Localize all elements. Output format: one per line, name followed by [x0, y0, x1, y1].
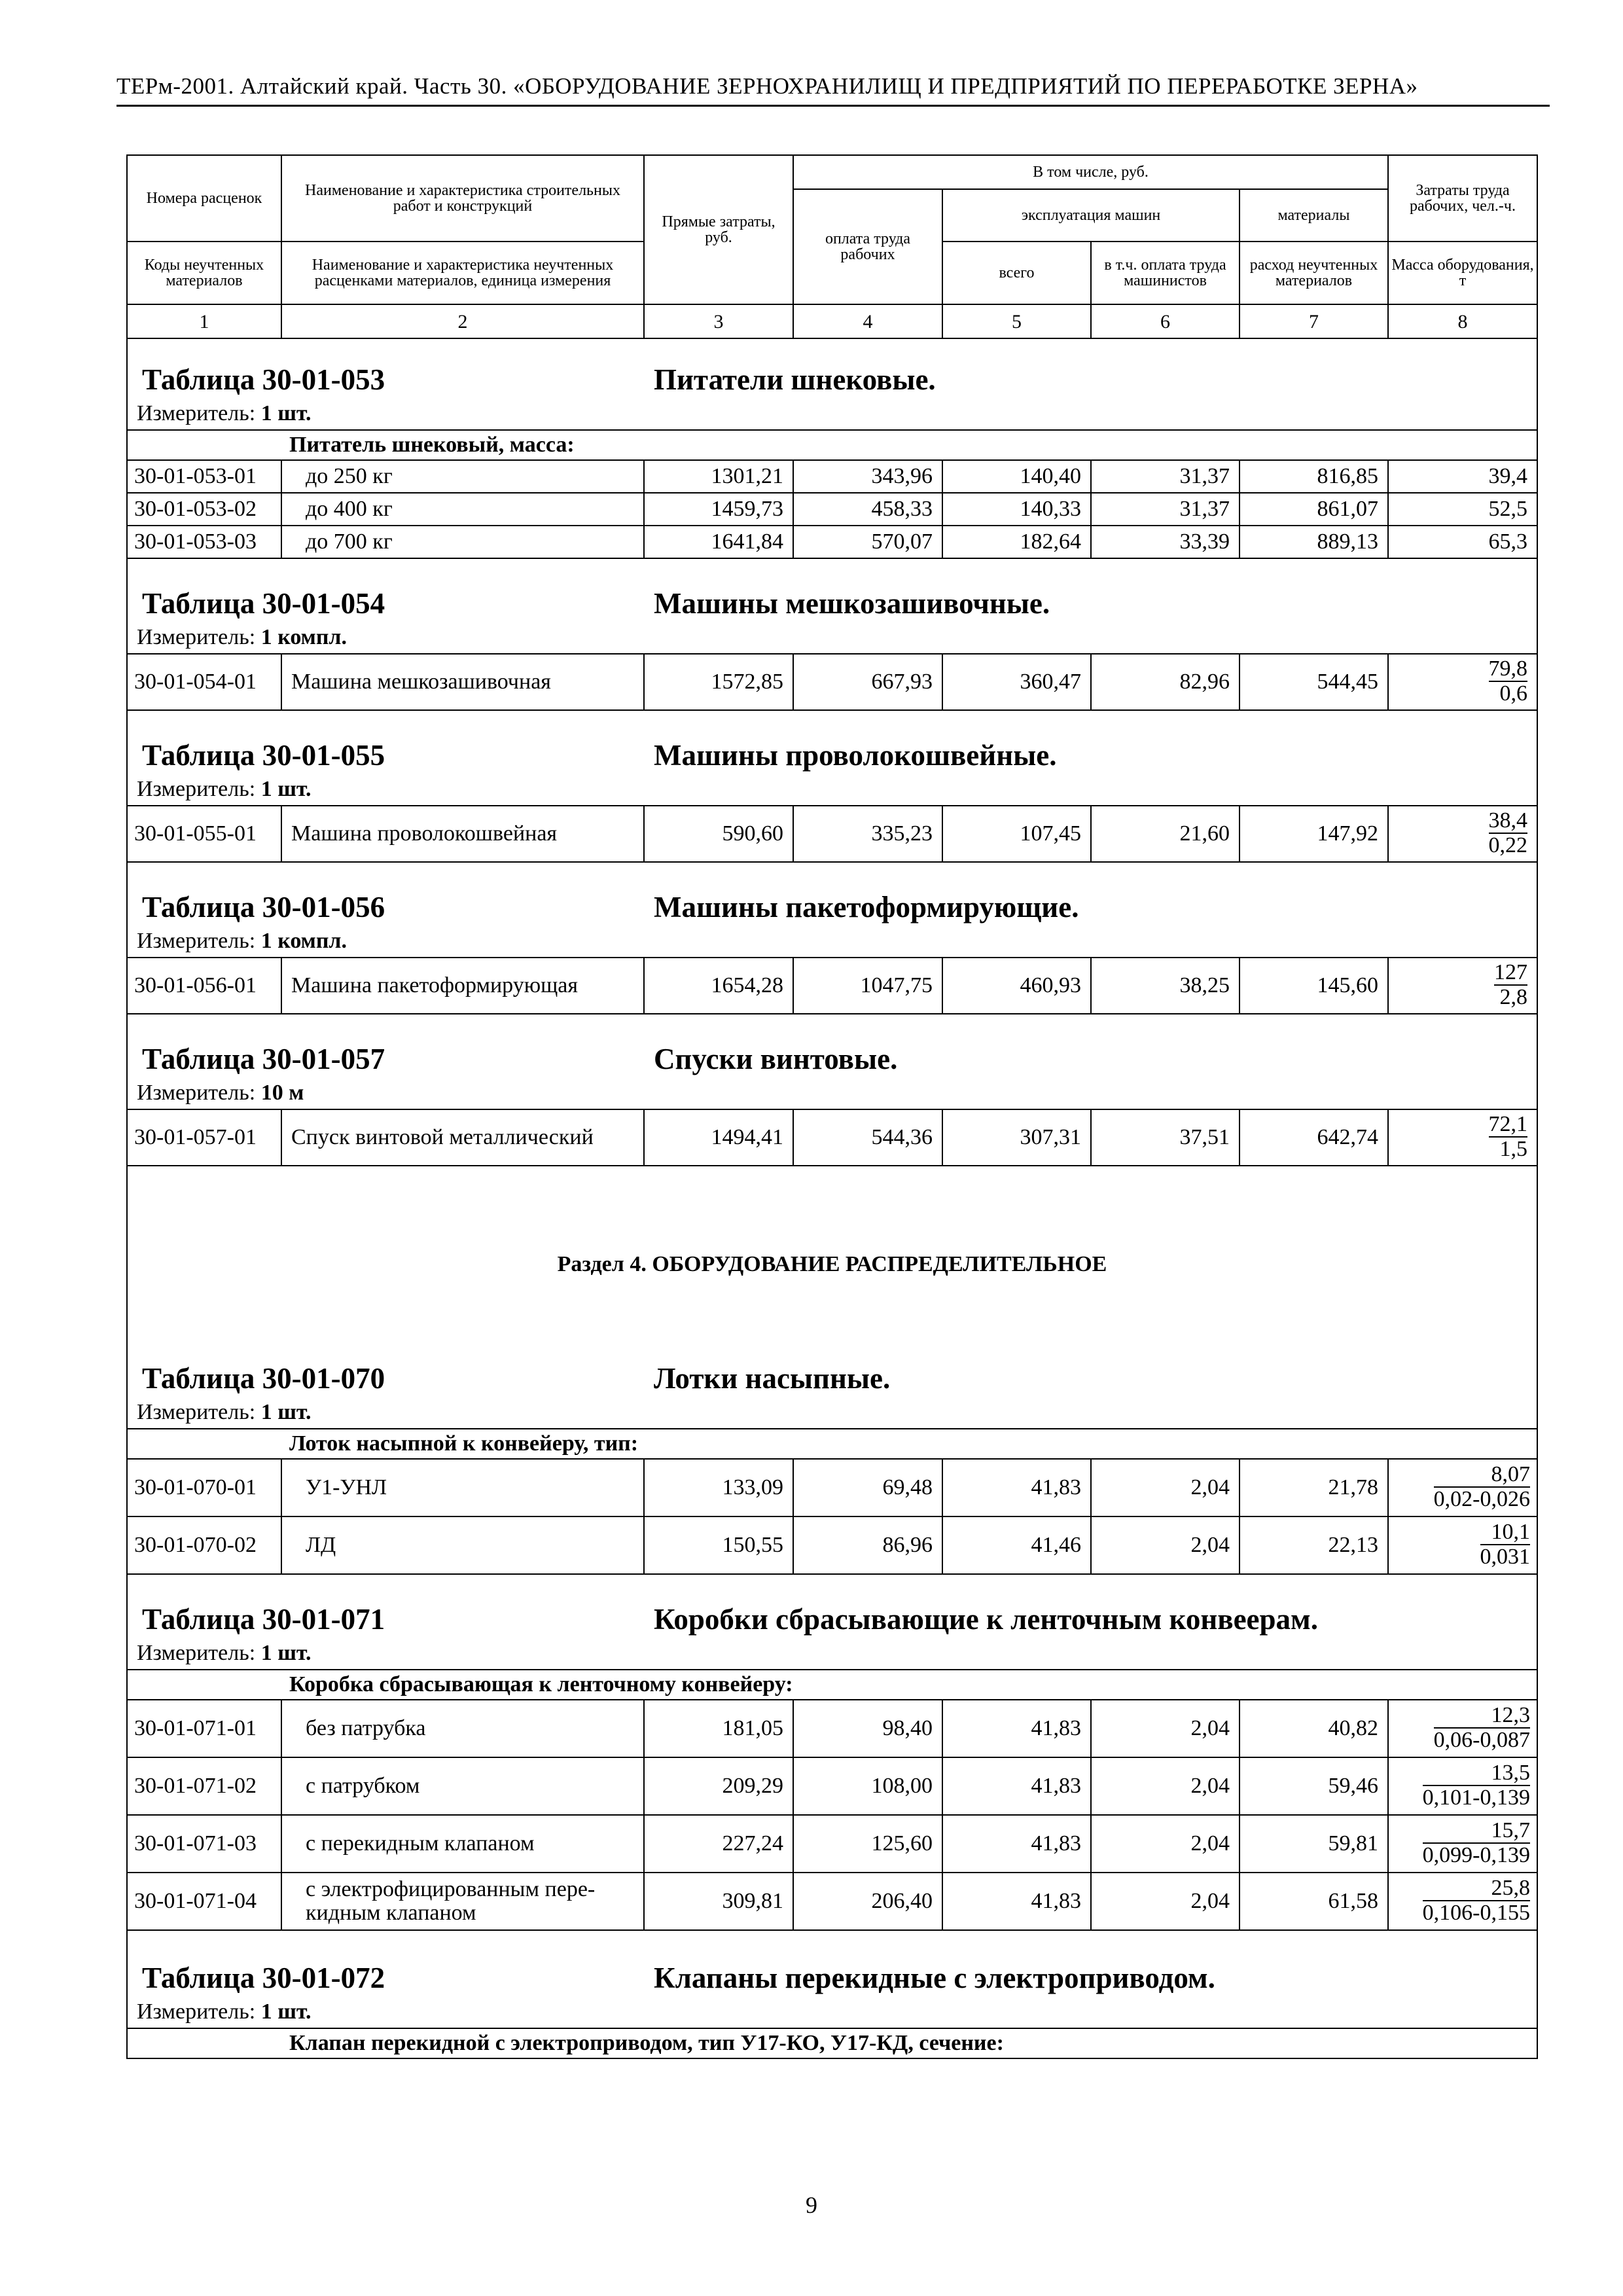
table-row [127, 1459, 1537, 1516]
rate-name: до 700 кг [281, 526, 644, 558]
materials-cost: 40,82 [1240, 1700, 1388, 1757]
machines-total: 41,83 [942, 1757, 1091, 1815]
machines-total: 460,93 [942, 958, 1091, 1014]
rate-name: Машина мешкозашивочная [281, 654, 644, 710]
labor-hours: 10,1 [1480, 1521, 1531, 1545]
meter-label: Измеритель: [137, 776, 256, 801]
col5-header: всего [942, 242, 1091, 304]
materials-cost: 147,92 [1240, 806, 1388, 862]
direct-cost: 1572,85 [644, 654, 793, 710]
machines-total: 41,83 [942, 1873, 1091, 1930]
rate-code: 30-01-071-02 [127, 1757, 281, 1815]
machines-total: 107,45 [942, 806, 1091, 862]
labor-cost: 86,96 [793, 1516, 942, 1574]
operators-cost: 2,04 [1091, 1873, 1240, 1930]
rate-code: 30-01-056-01 [127, 958, 281, 1014]
labor-cost: 458,33 [793, 493, 942, 526]
meter-053 [127, 397, 1537, 430]
equipment-mass: 0,099-0,139 [1422, 1843, 1530, 1868]
subheader-072: Клапан перекидной с электроприводом, тип У17-КО, У17-КД, сечение: [281, 2028, 1537, 2058]
col-number: 2 [281, 304, 644, 338]
labor-hours: 25,8 [1423, 1877, 1530, 1901]
rate-code: 30-01-053-01 [127, 460, 281, 493]
materials-cost: 22,13 [1240, 1516, 1388, 1574]
rate-code: 30-01-053-03 [127, 526, 281, 558]
operators-cost: 2,04 [1091, 1700, 1240, 1757]
table-title-054 [127, 558, 1537, 621]
table-row [127, 526, 1537, 558]
table-row [127, 493, 1537, 526]
equipment-mass: 0,6 [1499, 681, 1527, 706]
direct-cost: 1494,41 [644, 1109, 793, 1166]
operators-cost: 2,04 [1091, 1459, 1240, 1516]
labor-cost: 69,48 [793, 1459, 942, 1516]
col4-header: оплата труда рабочих [793, 189, 942, 304]
materials-cost: 544,45 [1240, 654, 1388, 710]
materials-header: материалы [1240, 189, 1388, 242]
direct-cost: 590,60 [644, 806, 793, 862]
meter-label: Измеритель: [137, 401, 256, 425]
operators-cost: 33,39 [1091, 526, 1240, 558]
labor-mass-fraction [1388, 958, 1537, 1014]
col8-bottom-header: Масса оборудования, т [1388, 242, 1537, 304]
rate-code: 30-01-055-01 [127, 806, 281, 862]
table-label: Таблица 30-01-054 [142, 586, 385, 620]
table-row [127, 1700, 1537, 1757]
col2-top-header: Наименование и характеристика строительных работ и конструкций [281, 155, 644, 242]
table-name: Питатели шнековые. [654, 363, 936, 396]
table-name: Машины проволокошвейные. [654, 738, 1057, 772]
meter-055 [127, 773, 1537, 806]
machines-total: 182,64 [942, 526, 1091, 558]
col7-header: расход неучтенных материалов [1240, 242, 1388, 304]
meter-056 [127, 925, 1537, 958]
rate-name: ЛД [281, 1516, 644, 1574]
labor-hours: 52,5 [1388, 493, 1537, 526]
table-row [127, 1873, 1537, 1930]
materials-cost: 61,58 [1240, 1873, 1388, 1930]
page-header: ТЕРм-2001. Алтайский край. Часть 30. «ОБОРУДОВАНИЕ ЗЕРНОХРАНИЛИЩ И ПРЕДПРИЯТИЙ ПО ПЕРЕРАБОТКЕ ЗЕРНА» [116, 73, 1418, 99]
equipment-mass: 0,031 [1480, 1545, 1530, 1570]
table-row [127, 1815, 1537, 1873]
section-heading: Раздел 4. ОБОРУДОВАНИЕ РАСПРЕДЕЛИТЕЛЬНОЕ [127, 1166, 1537, 1362]
meter-label: Измеритель: [137, 1399, 256, 1424]
col-number: 6 [1091, 304, 1240, 338]
materials-cost: 59,81 [1240, 1815, 1388, 1873]
labor-mass-fraction [1388, 1459, 1537, 1516]
equipment-mass: 0,22 [1488, 833, 1527, 858]
labor-cost: 108,00 [793, 1757, 942, 1815]
subheader-spacer [127, 1429, 281, 1459]
col-number: 1 [127, 304, 281, 338]
table-name: Лотки насыпные. [654, 1362, 891, 1395]
labor-cost: 125,60 [793, 1815, 942, 1873]
machines-total: 140,40 [942, 460, 1091, 493]
subheader-spacer [127, 1670, 281, 1700]
table-title-070 [127, 1362, 1537, 1396]
labor-hours: 8,07 [1434, 1463, 1530, 1488]
col6-header: в т.ч. оплата труда машинистов [1091, 242, 1240, 304]
labor-hours: 65,3 [1388, 526, 1537, 558]
equipment-mass: 0,02-0,026 [1433, 1487, 1530, 1512]
operators-cost: 37,51 [1091, 1109, 1240, 1166]
table-title-056 [127, 862, 1537, 925]
machines-total: 41,83 [942, 1700, 1091, 1757]
labor-hours: 15,7 [1423, 1820, 1530, 1844]
machines-total: 140,33 [942, 493, 1091, 526]
col-number: 5 [942, 304, 1091, 338]
operators-cost: 38,25 [1091, 958, 1240, 1014]
table-name: Машины мешкозашивочные. [654, 586, 1050, 620]
materials-cost: 889,13 [1240, 526, 1388, 558]
labor-hours: 79,8 [1488, 656, 1527, 681]
direct-cost: 150,55 [644, 1516, 793, 1574]
table-label: Таблица 30-01-057 [142, 1042, 385, 1075]
rate-name: Спуск винтовой металлический [281, 1109, 644, 1166]
table-label: Таблица 30-01-053 [142, 363, 385, 396]
direct-cost: 209,29 [644, 1757, 793, 1815]
incl-header: В том числе, руб. [793, 155, 1388, 189]
rates-table [126, 154, 1538, 2059]
equipment-mass: 0,101-0,139 [1422, 1785, 1530, 1810]
labor-mass-fraction [1388, 654, 1537, 710]
col1-bottom-header: Коды неучтенных материалов [127, 242, 281, 304]
meter-label: Измеритель: [137, 1640, 256, 1665]
subheader-spacer [127, 2028, 281, 2058]
table-label: Таблица 30-01-056 [142, 890, 385, 924]
direct-cost: 309,81 [644, 1873, 793, 1930]
subheader-spacer [127, 430, 281, 460]
labor-cost: 1047,75 [793, 958, 942, 1014]
col-number: 4 [793, 304, 942, 338]
meter-value: 1 шт. [260, 1999, 312, 2024]
rate-code: 30-01-071-03 [127, 1815, 281, 1873]
page-number: 9 [806, 2192, 817, 2218]
rate-code: 30-01-071-01 [127, 1700, 281, 1757]
table-title-072 [127, 1930, 1537, 1996]
table-label: Таблица 30-01-072 [142, 1961, 385, 1994]
materials-cost: 145,60 [1240, 958, 1388, 1014]
header-rule [116, 105, 1550, 107]
rate-name: Машина пакетоформирующая [281, 958, 644, 1014]
operators-cost: 31,37 [1091, 460, 1240, 493]
meter-054 [127, 621, 1537, 654]
equipment-mass: 0,106-0,155 [1422, 1901, 1530, 1926]
machines-total: 41,83 [942, 1815, 1091, 1873]
rate-name: с патрубком [281, 1757, 644, 1815]
table-row [127, 1757, 1537, 1815]
direct-cost: 227,24 [644, 1815, 793, 1873]
labor-mass-fraction [1388, 1757, 1537, 1815]
labor-mass-fraction [1388, 1815, 1537, 1873]
meter-value: 1 шт. [260, 1399, 312, 1424]
col-number: 3 [644, 304, 793, 338]
table-row [127, 806, 1537, 862]
machines-total: 41,46 [942, 1516, 1091, 1574]
table-label: Таблица 30-01-070 [142, 1362, 385, 1395]
rate-name: без патрубка [281, 1700, 644, 1757]
operators-cost: 2,04 [1091, 1757, 1240, 1815]
equipment-mass: 1,5 [1499, 1137, 1527, 1162]
rate-name: У1-УНЛ [281, 1459, 644, 1516]
direct-cost: 133,09 [644, 1459, 793, 1516]
rate-code: 30-01-071-04 [127, 1873, 281, 1930]
labor-cost: 343,96 [793, 460, 942, 493]
direct-cost: 1459,73 [644, 493, 793, 526]
table-name: Коробки сбрасывающие к ленточным конвеерам. [654, 1602, 1318, 1636]
labor-cost: 335,23 [793, 806, 942, 862]
operators-cost: 82,96 [1091, 654, 1240, 710]
meter-070 [127, 1396, 1537, 1429]
rate-name: Машина проволокошвейная [281, 806, 644, 862]
col3-header: Прямые затраты, руб. [644, 155, 793, 304]
meter-label: Измеритель: [137, 928, 256, 953]
materials-cost: 816,85 [1240, 460, 1388, 493]
rate-code: 30-01-057-01 [127, 1109, 281, 1166]
rate-name: с перекидным клапаном [281, 1815, 644, 1873]
meter-label: Измеритель: [137, 1999, 256, 2024]
labor-cost: 206,40 [793, 1873, 942, 1930]
operators-cost: 21,60 [1091, 806, 1240, 862]
labor-mass-fraction [1388, 1109, 1537, 1166]
col-number: 7 [1240, 304, 1388, 338]
meter-value: 1 шт. [260, 776, 312, 801]
labor-cost: 667,93 [793, 654, 942, 710]
table-row [127, 1109, 1537, 1166]
direct-cost: 1301,21 [644, 460, 793, 493]
labor-mass-fraction [1388, 1516, 1537, 1574]
table-label: Таблица 30-01-055 [142, 738, 385, 772]
materials-cost: 861,07 [1240, 493, 1388, 526]
col-number: 8 [1388, 304, 1537, 338]
materials-cost: 21,78 [1240, 1459, 1388, 1516]
col8-top-header: Затраты труда рабочих, чел.-ч. [1388, 155, 1537, 242]
table-name: Спуски винтовые. [654, 1042, 898, 1075]
operators-cost: 2,04 [1091, 1516, 1240, 1574]
labor-mass-fraction [1388, 1700, 1537, 1757]
equipment-mass: 2,8 [1499, 985, 1527, 1010]
table-row [127, 1516, 1537, 1574]
equipment-mass: 0,06-0,087 [1433, 1728, 1530, 1753]
rate-name: до 250 кг [281, 460, 644, 493]
meter-value: 1 шт. [260, 401, 312, 425]
table-name: Машины пакетоформирующие. [654, 890, 1079, 924]
machines-total: 307,31 [942, 1109, 1091, 1166]
table-title-053 [127, 338, 1537, 397]
direct-cost: 181,05 [644, 1700, 793, 1757]
labor-cost: 98,40 [793, 1700, 942, 1757]
table-title-055 [127, 710, 1537, 773]
table-name: Клапаны перекидные с электроприводом. [654, 1961, 1215, 1994]
subheader-071: Коробка сбрасывающая к ленточному конвейеру: [281, 1670, 1537, 1700]
labor-hours: 127 [1494, 960, 1527, 985]
machines-total: 41,83 [942, 1459, 1091, 1516]
meter-057 [127, 1077, 1537, 1109]
col2-bottom-header: Наименование и характеристика неучтенных расценками материалов, единица измерения [281, 242, 644, 304]
direct-cost: 1641,84 [644, 526, 793, 558]
labor-cost: 570,07 [793, 526, 942, 558]
subheader-070: Лоток насыпной к конвейеру, тип: [281, 1429, 1537, 1459]
rate-name: с электрофицированным пере-кидным клапаном [281, 1873, 644, 1930]
table-row [127, 958, 1537, 1014]
operators-cost: 31,37 [1091, 493, 1240, 526]
labor-cost: 544,36 [793, 1109, 942, 1166]
labor-hours: 38,4 [1488, 808, 1527, 833]
table-label: Таблица 30-01-071 [142, 1602, 385, 1636]
table-title-071 [127, 1574, 1537, 1637]
labor-mass-fraction [1388, 1873, 1537, 1930]
materials-cost: 642,74 [1240, 1109, 1388, 1166]
column-numbers-row [127, 304, 1537, 338]
rate-code: 30-01-070-02 [127, 1516, 281, 1574]
subheader-053: Питатель шнековый, масса: [281, 430, 1537, 460]
rate-code: 30-01-054-01 [127, 654, 281, 710]
meter-value: 1 компл. [260, 928, 348, 953]
labor-mass-fraction [1388, 806, 1537, 862]
labor-hours: 72,1 [1488, 1112, 1527, 1137]
rate-name: до 400 кг [281, 493, 644, 526]
labor-hours: 13,5 [1423, 1762, 1530, 1786]
operators-cost: 2,04 [1091, 1815, 1240, 1873]
meter-label: Измеритель: [137, 1080, 256, 1105]
col1-top-header: Номера расценок [127, 155, 281, 242]
table-row [127, 460, 1537, 493]
labor-hours: 12,3 [1434, 1704, 1530, 1729]
meter-072 [127, 1996, 1537, 2028]
direct-cost: 1654,28 [644, 958, 793, 1014]
meter-071 [127, 1637, 1537, 1670]
labor-hours: 39,4 [1388, 460, 1537, 493]
meter-value: 10 м [260, 1080, 304, 1105]
meter-value: 1 компл. [260, 624, 348, 649]
meter-label: Измеритель: [137, 624, 256, 649]
meter-value: 1 шт. [260, 1640, 312, 1665]
machines-header: эксплуатация машин [942, 189, 1240, 242]
rate-code: 30-01-070-01 [127, 1459, 281, 1516]
materials-cost: 59,46 [1240, 1757, 1388, 1815]
table-title-057 [127, 1014, 1537, 1077]
machines-total: 360,47 [942, 654, 1091, 710]
rate-code: 30-01-053-02 [127, 493, 281, 526]
table-row [127, 654, 1537, 710]
